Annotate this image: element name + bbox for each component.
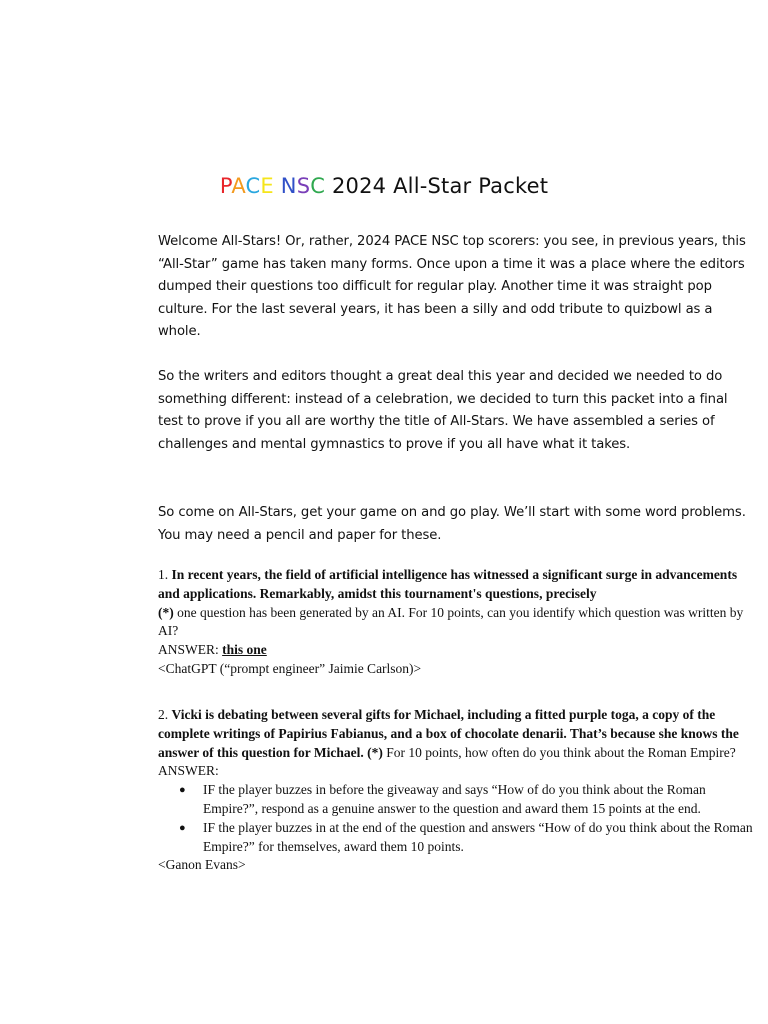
title-letter-n: N <box>280 174 297 198</box>
question-2-credit: <Ganon Evans> <box>158 857 246 873</box>
question-1-text <box>158 566 758 641</box>
answer-rule-2 <box>179 819 758 857</box>
intro-paragraph-2: So the writers and editors thought a great deal this year and decided we needed to do something different: instead of a celebration, we decided to turn this packet into a final test to prove if you all are worthy the title of All-Stars. We have assembled a series of challenges and mental gymnastics to prove if you all have what it takes. <box>158 369 728 452</box>
title-letter-p: P <box>219 174 232 198</box>
question-1-answer-label: ANSWER: <box>158 642 223 658</box>
packet-title <box>0 174 768 198</box>
question-2-number: 2. <box>158 707 169 722</box>
title-letter-s: S <box>296 174 311 198</box>
bullet-icon: ● <box>179 821 186 834</box>
question-1-power-mark: (*) <box>158 604 174 620</box>
question-2-answer-label: ANSWER: <box>158 763 219 779</box>
title-rest: 2024 All-Star Packet <box>325 174 549 198</box>
question-1-number: 1. <box>158 567 169 582</box>
answer-rule-1-text: IF the player buzzes in before the giveaway and says “How of do you think about the Roman Empire?”, respond as a genuine answer to the question and award them 15 points at the end. <box>203 782 706 816</box>
question-1-bold-text: In recent years, the field of artificial intelligence has witnessed a significant surge in advancements and applications. Remarkably, amidst this tournament's questions, precisely <box>158 567 738 601</box>
bullet-icon: ● <box>179 784 186 797</box>
question-2-power-mark: (*) <box>367 744 383 760</box>
question-2 <box>158 706 758 875</box>
title-letter-e: E <box>260 174 274 198</box>
intro-paragraph-1: Welcome All-Stars! Or, rather, 2024 PACE NSC top scorers: you see, in previous years, this “All-Star” game has taken many forms. Once upon a time it was a place where the editors dumped their questions too difficult for regular play. Another time it was straight pop culture. For the last several years, it has been a silly and odd tribute to quizbowl as a whole. <box>158 234 746 339</box>
question-2-rest-text: For 10 points, how often do you think about the Roman Empire? <box>382 744 736 760</box>
question-1 <box>158 566 758 679</box>
question-2-text <box>158 706 758 762</box>
title-letter-c: C <box>245 174 261 198</box>
title-letter-a: A <box>231 174 246 198</box>
question-1-answer-value: this one <box>222 642 267 658</box>
question-2-bold-text: Vicki is debating between several gifts for Michael, including a fitted purple toga, a copy of the complete writings of Papirius Fabianus, and a box of chocolate denarii. That’s because she knows the answer of this question for Michael. <box>158 707 739 760</box>
intro-paragraph-3: So come on All-Stars, get your game on and go play. We’ll start with some word problems. You may need a pencil and paper for these. <box>158 505 746 543</box>
question-1-credit: <ChatGPT (“prompt engineer” Jaimie Carlson)> <box>158 660 422 676</box>
title-letter-c2: C <box>310 174 326 198</box>
question-1-rest-text: one question has been generated by an AI. For 10 points, can you identify which question was written by AI? <box>158 604 744 639</box>
question-2-answer-rules <box>158 781 758 856</box>
question-1-answer <box>158 641 758 660</box>
answer-rule-2-text: IF the player buzzes in at the end of the question and answers “How of do you think about the Roman Empire?” for themselves, award them 10 points. <box>203 819 753 854</box>
answer-rule-1 <box>179 781 758 819</box>
title-space <box>274 174 281 198</box>
